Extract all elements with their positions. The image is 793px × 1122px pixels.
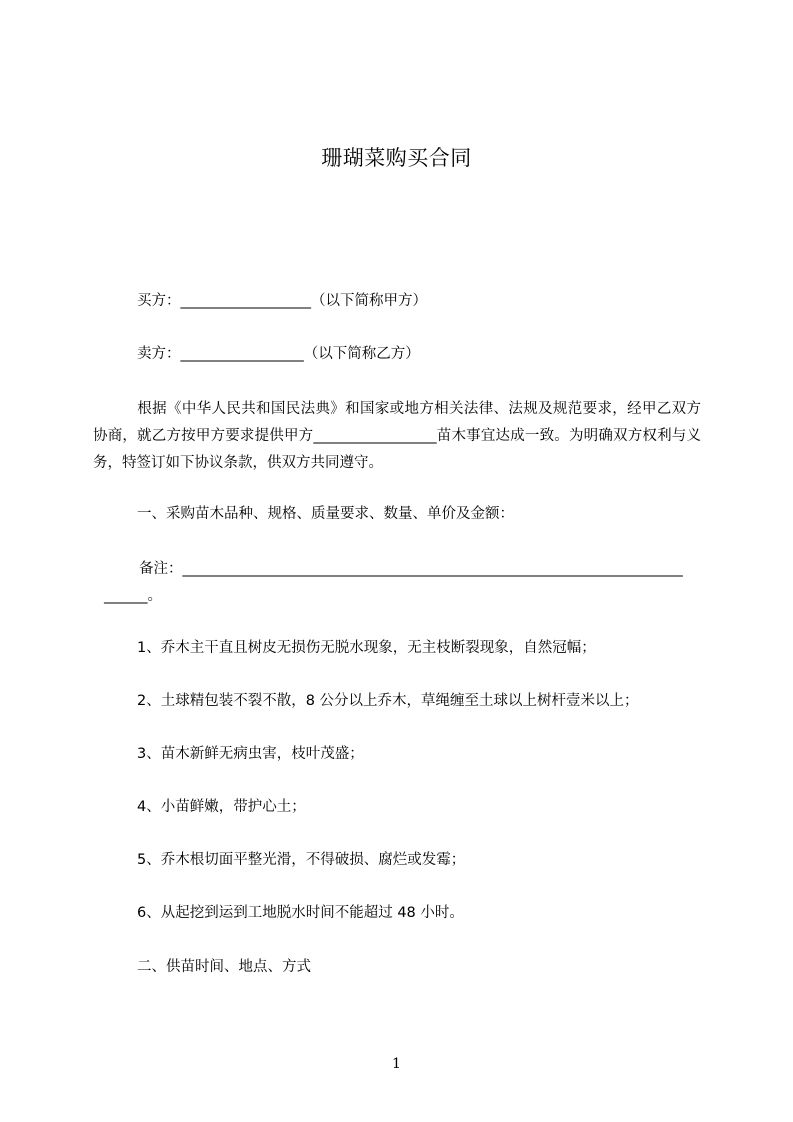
page-number: 1	[392, 1056, 401, 1072]
seller-line: 卖方：_________________（以下简称乙方）	[137, 346, 420, 362]
list-item: 2、土球精包装不裂不散，8 公分以上乔木，草绳缠至土球以上树杆壹米以上；	[137, 693, 639, 709]
buyer-line: 买方：__________________（以下简称甲方）	[137, 293, 427, 309]
list-item: 4、小苗鲜嫩，带护心土；	[137, 799, 306, 815]
list-item: 3、苗木新鲜无病虫害，枝叶茂盛；	[137, 746, 364, 762]
list-item: 6、从起挖到运到工地脱水时间不能超过 48 小时。	[137, 905, 464, 921]
list-item: 1、乔木主干直且树皮无损伤无脱水现象，无主枝断裂现象，自然冠幅；	[137, 640, 596, 656]
intro-paragraph	[93, 396, 701, 477]
list-item: 5、乔木根切面平整光滑，不得破损、腐烂或发霉；	[137, 852, 466, 868]
remarks-line: 备注：_____________________________________________________________________	[139, 561, 683, 577]
remarks-line-continued: ______。	[104, 588, 162, 604]
section-1-heading: 一、采购苗木品种、规格、质量要求、数量、单价及金额：	[137, 506, 514, 522]
section-2-heading: 二、供苗时间、地点、方式	[137, 959, 311, 975]
intro-text: 根据《中华人民共和国民法典》和国家或地方相关法律、法规及规范要求，经甲乙双方协商，就乙方按甲方要求提供甲方_________________苗木事宜达成一致。为明确双方权利与义务，特签订如下协议条款，供双方共同遵守。	[93, 401, 701, 471]
document-title: 珊瑚菜购买合同	[321, 146, 472, 170]
